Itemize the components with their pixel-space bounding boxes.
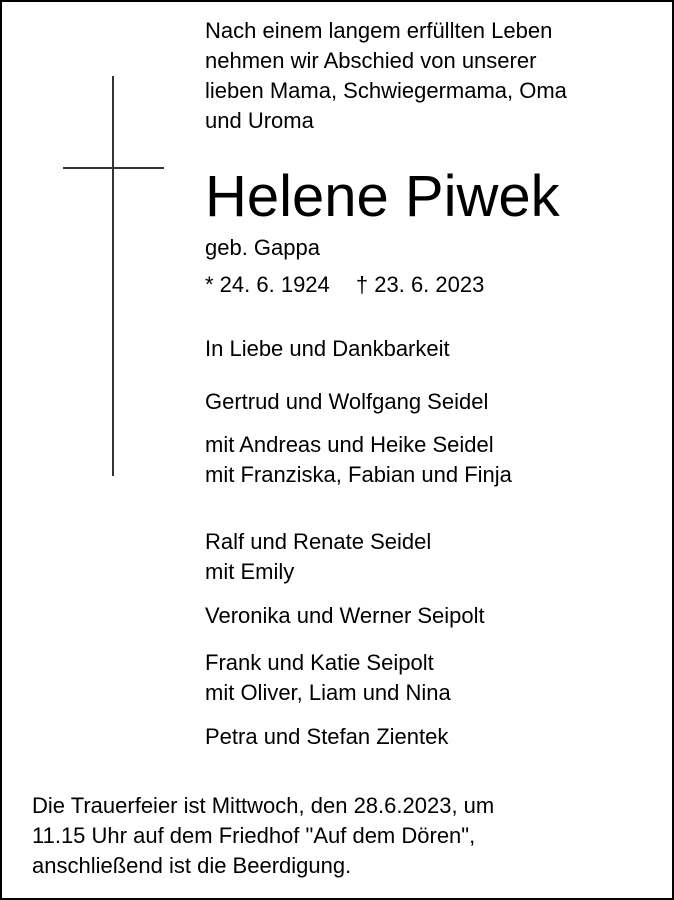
intro-line: nehmen wir Abschied von unserer: [205, 48, 537, 73]
cross-icon-vertical: [112, 76, 114, 476]
funeral-info-line: anschließend ist die Beerdigung.: [32, 853, 352, 878]
mourner-line: Frank und Katie Seipolt: [205, 650, 434, 675]
mourner-line: mit Franziska, Fabian und Finja: [205, 462, 512, 487]
death-date: † 23. 6. 2023: [355, 272, 485, 297]
intro-line: lieben Mama, Schwiegermama, Oma: [205, 78, 567, 103]
mourner-line: mit Oliver, Liam und Nina: [205, 680, 451, 705]
mourner-line: mit Emily: [205, 559, 295, 584]
mourner-line: Petra und Stefan Zientek: [205, 724, 449, 749]
funeral-info-line: 11.15 Uhr auf dem Friedhof "Auf dem Dören",: [32, 823, 476, 848]
intro-line: und Uroma: [205, 108, 314, 133]
mourner-group: [205, 527, 431, 587]
mourner-group: [205, 722, 448, 752]
life-dates: [205, 270, 484, 300]
mourner-group: [205, 387, 488, 417]
deceased-name: Helene Piwek: [205, 164, 560, 229]
birth-date: * 24. 6. 1924: [205, 272, 330, 297]
funeral-info: [32, 791, 494, 881]
mourner-line: mit Andreas und Heike Seidel: [205, 432, 494, 457]
mourner-line: Gertrud und Wolfgang Seidel: [205, 389, 489, 414]
born-name: geb. Gappa: [205, 235, 320, 260]
mourner-group: [205, 430, 512, 490]
dedication-text: In Liebe und Dankbarkeit: [205, 336, 450, 361]
mourner-line: Veronika und Werner Seipolt: [205, 603, 485, 628]
cross-icon-horizontal: [63, 167, 164, 169]
intro-text: [205, 16, 567, 136]
mourner-line: Ralf und Renate Seidel: [205, 529, 432, 554]
intro-line: Nach einem langem erfüllten Leben: [205, 18, 553, 43]
mourner-group: [205, 648, 451, 708]
funeral-info-line: Die Trauerfeier ist Mittwoch, den 28.6.2023, um: [32, 793, 495, 818]
mourner-group: [205, 601, 485, 631]
